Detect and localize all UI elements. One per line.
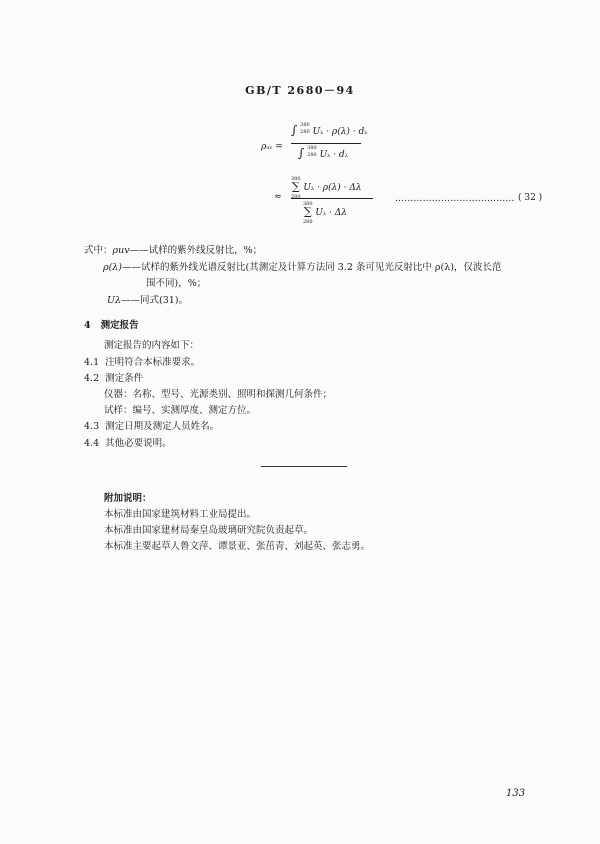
fraction-1-denominator — [298, 146, 348, 160]
item-4-4 — [84, 435, 172, 449]
fraction-2-denominator — [303, 199, 347, 226]
numerator-rest: · ρ(λ) · Δλ — [317, 183, 362, 193]
denominator-rest: · d — [333, 150, 345, 160]
u-symbol: U — [315, 208, 324, 218]
notes-line-1: 本标准由国家建筑材料工业局提出。 — [104, 509, 257, 520]
sub-sample: 试样：编号、实测厚度、测定方位。 — [104, 405, 257, 416]
definition-line-2 — [103, 259, 501, 273]
definition-line-2-cont: 围不同)，%； — [146, 278, 207, 289]
notes-line-3: 本标准主要起草人鲁文萍、谭景亚、张茁青、刘起英、张志勇。 — [104, 541, 371, 552]
u-subscript: λ — [327, 153, 331, 159]
item-number: 4.2 — [84, 373, 100, 384]
upper-limit: 380 — [303, 201, 313, 207]
d-subscript: λ — [364, 130, 368, 136]
u-symbol: U — [319, 150, 328, 160]
definition-line-3 — [107, 292, 188, 306]
sum-sign: ∑ — [291, 180, 300, 193]
equals-sign: = — [275, 142, 283, 152]
item-text: 注明符合本标准要求。 — [105, 357, 201, 368]
integral-sign: ∫ — [291, 123, 298, 137]
integral-sign: ∫ — [298, 146, 305, 160]
item-4-2 — [84, 370, 143, 384]
u-subscript: λ — [311, 186, 315, 192]
upper-limit: 380 — [307, 145, 317, 151]
lhs-symbol: ρ — [261, 142, 267, 152]
item-text: 测定条件 — [105, 373, 144, 384]
lower-limit: 280 — [291, 194, 301, 200]
leader-dots: ………………………………… — [395, 194, 515, 204]
item-text: 测定日期及测定人员姓名。 — [105, 421, 220, 432]
definitions-lead: 式中： — [84, 245, 113, 256]
item-number: 4.1 — [84, 357, 100, 368]
u-subscript: λ — [320, 130, 324, 136]
item-number: 4.4 — [84, 438, 100, 449]
u-symbol: U — [312, 127, 321, 137]
page-number: 133 — [506, 788, 526, 799]
rho-lambda-symbol: ρ(λ) — [103, 262, 123, 273]
formula-lhs — [261, 142, 283, 152]
numerator-rest: · ρ(λ) · d — [326, 127, 365, 137]
u-lambda-definition: ——同式(31)。 — [121, 295, 189, 306]
section-intro: 测定报告的内容如下： — [104, 340, 200, 351]
section-number: 4 — [84, 320, 91, 331]
lhs-subscript: uv — [266, 145, 273, 151]
fraction-2-numerator — [291, 174, 362, 201]
u-subscript: λ — [323, 211, 327, 217]
rho-lambda-definition: ——试样的紫外线光谱反射比(其测定及计算方法同 3.2 条可见光反射比中 ρ(λ)，仅波长范 — [122, 262, 502, 273]
item-text: 其他必要说明。 — [105, 438, 172, 449]
standard-number-header: GB/T 2680－94 — [245, 84, 355, 97]
lower-limit: 280 — [300, 129, 310, 135]
upper-limit: 380 — [291, 176, 301, 182]
notes-title: 附加说明： — [104, 493, 152, 504]
d-subscript: λ — [344, 153, 348, 159]
rho-uv-definition: ——试样的紫外线反射比，%； — [129, 245, 263, 256]
equation-number: ( 32 ) — [518, 193, 543, 203]
u-lambda-symbol: Uλ — [107, 295, 122, 306]
fraction-1-numerator — [291, 123, 367, 137]
denominator-rest: · Δλ — [329, 208, 347, 218]
upper-limit: 380 — [300, 122, 310, 128]
notes-line-2: 本标准由国家建材局秦皇岛玻璃研究院负责起草。 — [104, 525, 314, 536]
lower-limit: 280 — [303, 219, 313, 225]
approx-sign: ≈ — [274, 192, 282, 202]
item-4-1 — [84, 354, 200, 368]
u-symbol: U — [303, 183, 312, 193]
lower-limit: 280 — [307, 152, 317, 158]
definition-line-1 — [84, 242, 262, 256]
sub-instrument: 仪器：名称、型号、光源类别、照明和探测几何条件； — [104, 389, 333, 400]
item-number: 4.3 — [84, 421, 100, 432]
sum-sign: ∑ — [303, 205, 312, 218]
section-4-heading — [84, 317, 139, 331]
section-divider — [261, 466, 347, 467]
rho-uv-symbol: ρuv — [112, 245, 130, 256]
section-title: 测定报告 — [100, 320, 139, 331]
fraction-1-bar — [291, 143, 361, 144]
item-4-3 — [84, 418, 219, 432]
